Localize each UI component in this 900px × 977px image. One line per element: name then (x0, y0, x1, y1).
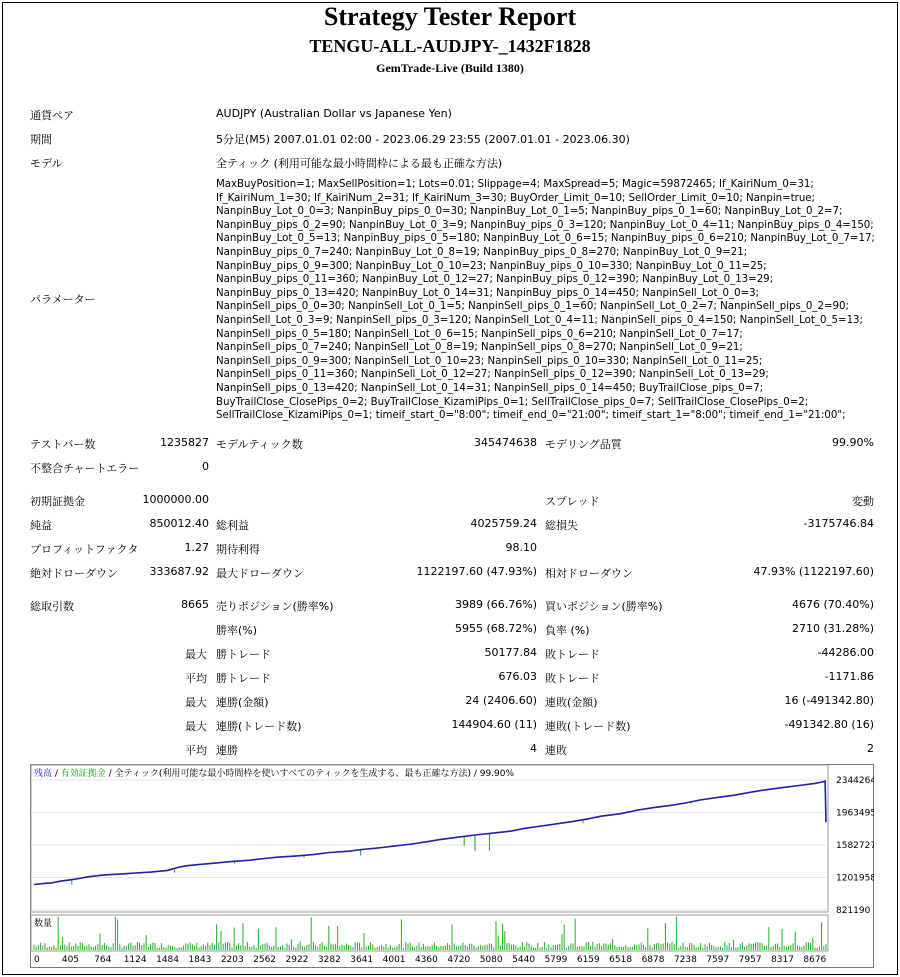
symbol-label: 通貨ペア (30, 109, 74, 122)
x-tick-label: 2562 (253, 955, 277, 965)
ea-name: TENGU-ALL-AUDJPY-_1432F1828 (309, 36, 591, 56)
max-dd-label: 最大ドローダウン (216, 567, 304, 580)
quality-label: モデリング品質 (545, 438, 622, 451)
largest-loss-value: -44286.00 (817, 646, 874, 659)
net-value: 850012.40 (149, 517, 209, 530)
x-tick-label: 7957 (738, 955, 762, 965)
legend-balance: 残高 (34, 769, 53, 779)
x-tick-label: 1484 (156, 955, 180, 965)
model-label: モデル (30, 157, 63, 170)
ticks-value: 345474638 (474, 436, 537, 449)
largest-loss-label: 敗トレード (545, 648, 600, 661)
params-label: パラメーター (30, 293, 96, 306)
legend-desc: 全ティック(利用可能な最小時間枠を使いすべてのティックを生成する、最も正確な方法) / 99.90% (114, 769, 515, 779)
largest-win-value: 50177.84 (484, 646, 537, 659)
max-cons-profit-value: 144904.60 (11) (451, 718, 537, 731)
x-tick-label: 5440 (512, 955, 536, 965)
lossrate-label: 負率 (%) (545, 624, 590, 637)
rel-dd-label: 相対ドローダウン (545, 567, 633, 580)
avg-cons-losses-value: 2 (867, 742, 874, 755)
x-tick-label: 4720 (447, 955, 471, 965)
y-tick-label: 1201958 (836, 873, 874, 884)
spread-value: 変動 (852, 495, 874, 508)
x-tick-label: 5080 (479, 955, 503, 965)
max-prefix-3: 最大 (185, 720, 207, 733)
winrate-value: 5955 (68.72%) (454, 622, 537, 635)
x-tick-label: 6159 (576, 955, 600, 965)
abs-dd-label: 絶対ドローダウン (30, 567, 118, 580)
rel-dd-value: 47.93% (1122197.60) (753, 565, 874, 578)
trades-value: 8665 (181, 598, 209, 611)
long-value: 4676 (70.40%) (791, 598, 874, 611)
avg-win-label: 勝トレード (216, 672, 271, 685)
largest-win-label: 勝トレード (216, 648, 271, 661)
pf-value: 1.27 (184, 541, 209, 554)
x-tick-label: 4360 (414, 955, 438, 965)
avg-loss-value: -1171.86 (824, 670, 874, 683)
quality-value: 99.90% (832, 436, 874, 449)
max-cons-losses-label: 連敗(金額) (545, 696, 598, 709)
x-tick-label: 7238 (673, 955, 697, 965)
gross-profit-label: 総利益 (216, 519, 249, 532)
params-value: MaxBuyPosition=1; MaxSellPosition=1; Lots=0.01; Slippage=4; MaxSpread=5; Magic=59872465; If_KairiNum_0=31; If_KairiNum_1=30; If_KairiNum_2=31; If_KairiNum_3=30; BuyOrder_Limit_0=10; SellOrder_Limit_0=10; Nanpin=true; NanpinBuy_Lot_0_0=3; NanpinBuy_pips_0_0=30; NanpinBuy_Lot_0_1=5; NanpinBuy_pips_0_1=60; NanpinBuy_Lot_0_2=7; NanpinBuy_pips_0_2=90; NanpinBuy_Lot_0_3=9; NanpinBuy_pips_0_3=120; NanpinBuy_Lot_0_4=11; NanpinBuy_pips_0_4=150; NanpinBuy_Lot_0_5=13; NanpinBuy_pips_0_5=180; NanpinBuy_Lot_0_6=15; NanpinBuy_pips_0_6=210; NanpinBuy_Lot_0_7=17; NanpinBuy_pips_0_7=240; NanpinBuy_Lot_0_8=19; NanpinBuy_pips_0_8=270; NanpinBuy_Lot_0_9=21; NanpinBuy_pips_0_9=300; NanpinBuy_Lot_0_10=23; NanpinBuy_pips_0_10=330; NanpinBuy_Lot_0_11=25; NanpinBuy_pips_0_11=360; NanpinBuy_Lot_0_12=27; NanpinBuy_pips_0_12=390; NanpinBuy_Lot_0_13=29; NanpinBuy_pips_0_13=420; NanpinBuy_Lot_0_14=31; NanpinBuy_pips_0_14=450; NanpinSell_Lot_0_0=3; NanpinSell_pips_0_0=30; NanpinSell_Lot_0_1=5; NanpinSell_pips_0_1=60; NanpinSell_Lot_0_2=7; NanpinSell_pips_0_2=90; NanpinSell_Lot_0_3=9; NanpinSell_pips_0_3=120; NanpinSell_Lot_0_4=11; NanpinSell_pips_0_4=150; NanpinSell_Lot_0_5=13; NanpinSell_pips_0_5=180; NanpinSell_Lot_0_6=15; NanpinSell_pips_0_6=210; NanpinSell_Lot_0_7=17; NanpinSell_pips_0_7=240; NanpinSell_Lot_0_8=19; NanpinSell_pips_0_8=270; NanpinSell_Lot_0_9=21; NanpinSell_pips_0_9=300; NanpinSell_Lot_0_10=23; NanpinSell_pips_0_10=330; NanpinSell_Lot_0_11=25; NanpinSell_pips_0_11=360; NanpinSell_Lot_0_12=27; NanpinSell_pips_0_12=390; NanpinSell_Lot_0_13=29; NanpinSell_pips_0_13=420; NanpinSell_Lot_0_14=31; NanpinSell_pips_0_14=450; BuyTrailClose_pips_0=7; BuyTrailClose_ClosePips_0=2; BuyTrailClose_KizamiPips_0=1; SellTrailClose_pips_0=7; SellTrailClose_ClosePips_0=2; SellTrailClose_KizamiPips_0=1; timeif_start_0="8:00"; timeif_end_0="21:00"; timeif_start_1="8:00"; timeif_end_1="21:00"; (216, 179, 875, 422)
x-tick-label: 2922 (285, 955, 309, 965)
max-prefix: 最大 (185, 648, 207, 661)
avg-prefix-2: 平均 (185, 744, 207, 757)
y-tick-label: 821190 (836, 906, 871, 916)
trades-label: 総取引数 (30, 600, 74, 613)
deposit-label: 初期証拠金 (30, 495, 85, 508)
plot-area (31, 765, 828, 912)
server-build: GemTrade-Live (Build 1380) (376, 61, 524, 75)
mismatch-label: 不整合チャートエラー (30, 462, 140, 475)
x-tick-label: 3282 (317, 955, 341, 965)
x-tick-label: 8317 (771, 955, 794, 965)
abs-dd-value: 333687.92 (149, 565, 209, 578)
max-prefix-2: 最大 (185, 696, 207, 709)
period-label: 期間 (30, 133, 52, 146)
max-cons-loss-label: 連敗(トレード数) (545, 720, 631, 733)
balance-chart (30, 764, 874, 968)
y-tick-label: 1963495 (836, 808, 874, 819)
pf-label: プロフィットファクタ (30, 543, 139, 556)
ticks-label: モデルティック数 (216, 438, 303, 451)
model-value: 全ティック (利用可能な最小時間枠による最も正確な方法) (216, 157, 503, 170)
x-tick-label: 7597 (706, 955, 730, 965)
lossrate-value: 2710 (31.28%) (791, 622, 874, 635)
x-tick-label: 0 (34, 955, 40, 965)
gross-loss-label: 総損失 (545, 519, 578, 532)
avg-loss-label: 敗トレード (545, 672, 600, 685)
x-tick-label: 764 (94, 955, 112, 965)
volume-label: 数量 (34, 919, 53, 929)
x-tick-label: 4001 (382, 955, 406, 965)
avg-cons-losses-label: 連敗 (545, 744, 567, 757)
short-value: 3989 (66.76%) (454, 598, 537, 611)
x-tick-label: 8676 (803, 955, 827, 965)
net-label: 純益 (30, 519, 52, 532)
long-label: 買いポジション(勝率%) (545, 600, 663, 613)
x-tick-label: 6518 (609, 955, 633, 965)
max-cons-wins-value: 24 (2406.60) (465, 694, 537, 707)
mismatch-value: 0 (202, 460, 209, 473)
x-tick-label: 5799 (544, 955, 568, 965)
avg-win-value: 676.03 (498, 670, 537, 683)
x-tick-label: 2203 (220, 955, 244, 965)
spread-label: スプレッド (545, 495, 600, 508)
bars-value: 1235827 (160, 436, 209, 449)
deposit-value: 1000000.00 (142, 493, 209, 506)
avg-cons-wins-label: 連勝 (216, 744, 238, 757)
legend: 残高 / 有効証拠金 / 全ティック(利用可能な最小時間枠を使いすべてのティックを生成する、最も正確な方法) / 99.90% (34, 769, 515, 779)
chart-svg (30, 764, 874, 968)
y-tick-label: 2344264 (836, 776, 874, 786)
max-cons-profit-label: 連勝(トレード数) (216, 720, 302, 733)
max-cons-loss-value: -491342.80 (16) (784, 718, 874, 731)
avg-cons-wins-value: 4 (530, 742, 537, 755)
gross-profit-value: 4025759.24 (470, 517, 537, 530)
symbol-value: AUDJPY (Australian Dollar vs Japanese Yen) (216, 107, 452, 120)
expected-value: 98.10 (505, 541, 537, 554)
max-cons-wins-label: 連勝(金額) (216, 696, 269, 709)
max-cons-losses-value: 16 (-491342.80) (784, 694, 874, 707)
x-tick-label: 6878 (641, 955, 665, 965)
report-title: Strategy Tester Report (323, 2, 577, 31)
legend-equity: 有効証拠金 (60, 769, 106, 779)
x-tick-label: 1843 (188, 955, 212, 965)
short-label: 売りポジション(勝率%) (216, 600, 334, 613)
x-tick-label: 1124 (123, 955, 147, 965)
period-value: 5分足(M5) 2007.01.01 02:00 - 2023.06.29 23:55 (2007.01.01 - 2023.06.30) (216, 133, 630, 146)
x-tick-label: 3641 (350, 955, 374, 965)
winrate-label: 勝率(%) (216, 624, 258, 637)
bars-label: テストバー数 (30, 438, 96, 451)
avg-prefix: 平均 (185, 672, 207, 685)
expected-label: 期待利得 (216, 543, 260, 556)
y-tick-label: 1582727 (836, 841, 874, 851)
max-dd-value: 1122197.60 (47.93%) (416, 565, 537, 578)
x-tick-label: 405 (61, 955, 80, 965)
gross-loss-value: -3175746.84 (803, 517, 874, 530)
